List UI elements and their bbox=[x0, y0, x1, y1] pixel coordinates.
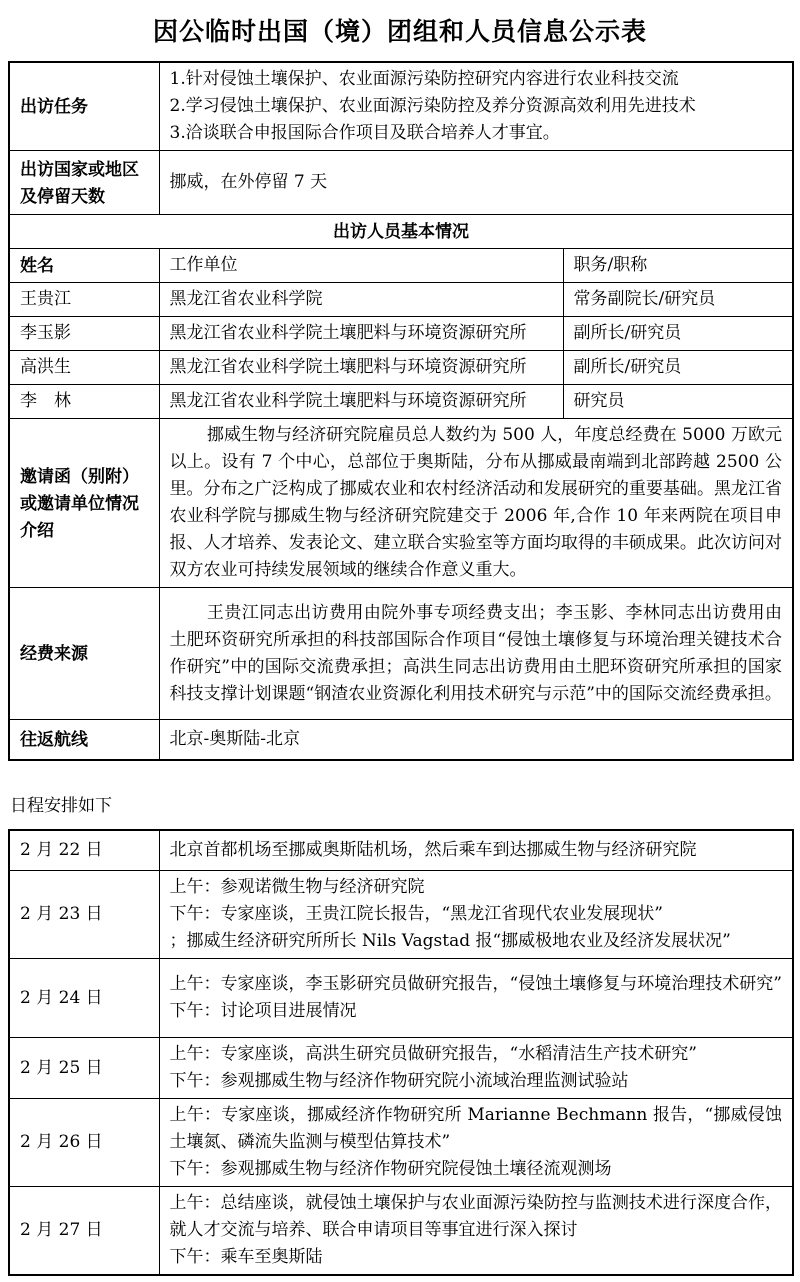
page-title: 因公临时出国（境）团组和人员信息公示表 bbox=[152, 18, 647, 46]
person-work-unit: 黑龙江省农业科学院 bbox=[159, 283, 563, 317]
table-row-person bbox=[9, 351, 793, 385]
funding-text: 王贵江同志出访费用由院外事专项经费支出；李玉影、李林同志出访费用由土肥环资研究所承担的科技部国际合作项目“侵蚀土壤修复与环境治理关键技术合作研究”中的国际交流费承担；高洪生同志出访费用由土肥环资研究所承担的国家科技支撑计划课题“钢渣农业资源化利用技术研究与示范”中的国际交流经费承担。 bbox=[169, 602, 782, 704]
person-title: 副所长/研究员 bbox=[563, 317, 793, 351]
row-content: 挪威，在外停留 7 天 bbox=[159, 151, 793, 215]
row-content: 北京-奥斯陆-北京 bbox=[159, 720, 793, 760]
schedule-date: 2 月 26 日 bbox=[9, 1099, 159, 1187]
schedule-row bbox=[9, 1038, 793, 1099]
schedule-line: 上午：专家座谈，李玉影研究员做研究报告，“侵蚀土壤修复与环境治理技术研究” bbox=[169, 974, 782, 994]
schedule-row bbox=[9, 871, 793, 959]
invitation-text: 挪威生物与经济研究院雇员总人数约为 500 人，年度总经费在 5000 万欧元以上。设有 7 个中心，总部位于奥斯陆，分布从挪威最南端到北部跨越 2500 公里。分布之广泛构成了挪威农业和农村经济活动和发展研究的重要基础。黑龙江省农业科学院与挪威生物与经济研究院建交于 2006 年,合作 10 年来两院在项目申报、人才培养、发表论文、建立联合实验室等方面均取得的丰硕成果。此次访问对双方农业可持续发展领域的继续合作意义重大。 bbox=[169, 425, 782, 580]
table-row-personnel-section bbox=[9, 215, 793, 249]
schedule-date: 2 月 27 日 bbox=[9, 1187, 159, 1276]
table-row-person bbox=[9, 385, 793, 419]
person-name: 王贵江 bbox=[9, 283, 159, 317]
row-label: 往返航线 bbox=[9, 720, 159, 760]
info-table bbox=[8, 61, 794, 761]
column-header-name: 姓名 bbox=[9, 249, 159, 283]
schedule-row bbox=[9, 830, 793, 871]
schedule-content bbox=[159, 959, 793, 1038]
schedule-line: ；挪威生经济研究所所长 Nils Vagstad 报“挪威极地农业及经济发展状况” bbox=[169, 931, 731, 951]
schedule-content bbox=[159, 1038, 793, 1099]
schedule-row bbox=[9, 1099, 793, 1187]
schedule-content bbox=[159, 871, 793, 959]
row-content bbox=[159, 62, 793, 151]
table-row-invitation bbox=[9, 419, 793, 588]
person-name: 李 林 bbox=[9, 385, 159, 419]
table-row-funding bbox=[9, 588, 793, 720]
person-work-unit: 黑龙江省农业科学院土壤肥料与环境资源研究所 bbox=[159, 317, 563, 351]
person-title: 研究员 bbox=[563, 385, 793, 419]
task-line: 1.针对侵蚀土壤保护、农业面源污染防控研究内容进行农业科技交流 bbox=[169, 69, 679, 89]
schedule-date: 2 月 22 日 bbox=[9, 830, 159, 871]
row-label: 出访国家或地区及停留天数 bbox=[9, 151, 159, 215]
row-content bbox=[159, 419, 793, 588]
table-row-country bbox=[9, 151, 793, 215]
schedule-heading: 日程安排如下 bbox=[10, 795, 112, 816]
table-row-person bbox=[9, 283, 793, 317]
schedule-date: 2 月 23 日 bbox=[9, 871, 159, 959]
table-row-personnel-header bbox=[9, 249, 793, 283]
row-label: 出访任务 bbox=[9, 62, 159, 151]
column-header-title: 职务/职称 bbox=[563, 249, 793, 283]
schedule-line: 上午：专家座谈，高洪生研究员做研究报告，“水稻清洁生产技术研究” bbox=[169, 1044, 697, 1064]
table-row-task bbox=[9, 62, 793, 151]
table-row-route bbox=[9, 720, 793, 760]
schedule-content bbox=[159, 1099, 793, 1187]
schedule-date: 2 月 25 日 bbox=[9, 1038, 159, 1099]
schedule-line: 上午：参观诺微生物与经济研究院 bbox=[169, 877, 425, 897]
schedule-line: 下午：乘车至奥斯陆 bbox=[169, 1247, 323, 1267]
row-label: 邀请函（别附）或邀请单位情况介绍 bbox=[9, 419, 159, 588]
schedule-line: 上午：总结座谈，就侵蚀土壤保护与农业面源污染防控与监测技术进行深度合作，就人才交流与培养、联合申请项目等事宜进行深入探讨 bbox=[169, 1193, 782, 1240]
schedule-row bbox=[9, 959, 793, 1038]
personnel-section-title: 出访人员基本情况 bbox=[9, 215, 793, 249]
task-line: 3.洽谈联合申报国际合作项目及联合培养人才事宜。 bbox=[169, 123, 560, 143]
schedule-line: 北京首都机场至挪威奥斯陆机场，然后乘车到达挪威生物与经济研究院 bbox=[169, 839, 697, 860]
person-title: 常务副院长/研究员 bbox=[563, 283, 793, 317]
person-work-unit: 黑龙江省农业科学院土壤肥料与环境资源研究所 bbox=[159, 351, 563, 385]
schedule-content bbox=[159, 830, 793, 871]
task-line: 2.学习侵蚀土壤保护、农业面源污染防控及养分资源高效利用先进技术 bbox=[169, 96, 696, 116]
schedule-table bbox=[8, 829, 794, 1277]
schedule-row bbox=[9, 1187, 793, 1276]
schedule-content bbox=[159, 1187, 793, 1276]
person-name: 高洪生 bbox=[9, 351, 159, 385]
row-label: 经费来源 bbox=[9, 588, 159, 720]
schedule-line: 下午：参观挪威生物与经济作物研究院小流域治理监测试验站 bbox=[169, 1071, 629, 1091]
person-title: 副所长/研究员 bbox=[563, 351, 793, 385]
schedule-line: 下午：参观挪威生物与经济作物研究院侵蚀土壤径流观测场 bbox=[169, 1159, 612, 1179]
schedule-line: 上午：专家座谈，挪威经济作物研究所 Marianne Bechmann 报告，“挪威侵蚀土壤氮、磷流失监测与模型估算技术” bbox=[169, 1105, 782, 1152]
column-header-work-unit: 工作单位 bbox=[159, 249, 563, 283]
table-row-person bbox=[9, 317, 793, 351]
person-work-unit: 黑龙江省农业科学院土壤肥料与环境资源研究所 bbox=[159, 385, 563, 419]
row-content bbox=[159, 588, 793, 720]
schedule-date: 2 月 24 日 bbox=[9, 959, 159, 1038]
person-name: 李玉影 bbox=[9, 317, 159, 351]
schedule-line: 下午：讨论项目进展情况 bbox=[169, 1001, 357, 1021]
schedule-line: 下午：专家座谈，王贵江院长报告，“黑龙江省现代农业发展现状” bbox=[169, 904, 663, 924]
